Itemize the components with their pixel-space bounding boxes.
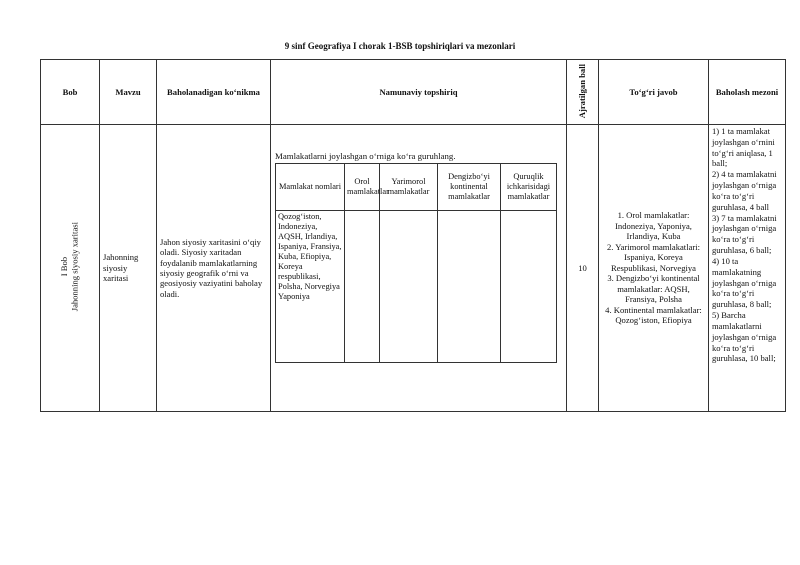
header-ball: Ajratilgan ball <box>576 63 587 119</box>
criterion-item: 4) 10 ta mamlakatning joylashgan o‘rniga ko‘ra to‘g‘ri guruhlasa, 8 ball; <box>712 255 777 310</box>
mavzu-cell: Jahonning siyosiy xaritasi <box>100 125 157 412</box>
grouping-header-row <box>276 163 557 210</box>
assessment-table <box>40 59 786 412</box>
answer-cell-yarimorol[interactable] <box>380 210 438 362</box>
criterion-item: 2) 4 ta mamlakatni joylashgan o‘rniga ko‘ra to‘g‘ri guruhlasa, 4 ball <box>712 169 777 212</box>
document-title: 9 sinf Geografiya I chorak 1-BSB topshiriqlari va mezonlari <box>284 41 516 51</box>
task-cell <box>271 125 567 412</box>
table-row <box>41 125 786 412</box>
grouping-col-names: Mamlakat nomlari <box>276 163 345 210</box>
header-mezon: Baholash mezoni <box>709 60 786 125</box>
grouping-body-row <box>276 210 557 362</box>
header-javob: To‘g‘ri javob <box>599 60 709 125</box>
header-topshiriq: Namunaviy topshiriq <box>271 60 567 125</box>
task-instruction: Mamlakatlarni joylashgan o‘rniga ko‘ra guruhlang. <box>275 151 456 161</box>
bob-name: Jahonning siyosiy xaritasi <box>70 222 80 312</box>
header-bob: Bob <box>41 60 100 125</box>
answer-line: 3. Dengizbo‘yi kontinental mamlakatlar: AQSH, Fransiya, Polsha <box>607 273 700 305</box>
header-konikma: Baholanadigan ko‘nikma <box>157 60 271 125</box>
ball-cell: 10 <box>567 125 599 412</box>
criterion-item: 5) Barcha mamlakatlarni joylashgan o‘rniga ko‘ra to‘g‘ri guruhlasa, 10 ball; <box>712 310 777 364</box>
bob-cell <box>41 125 100 412</box>
grouping-col-orol: Orol mamlakatlar <box>345 163 380 210</box>
javob-cell <box>599 125 709 412</box>
answer-line: 4. Kontinental mamlakatlar: Qozog‘iston, Efiopiya <box>605 304 702 326</box>
grouping-table <box>275 163 557 363</box>
answer-cell-orol[interactable] <box>345 210 380 362</box>
answer-line: 2. Yarimorol mamlakatlari: Ispaniya, Koreya Respublikasi, Norvegiya <box>606 241 701 273</box>
grouping-col-dengizboyi: Dengizbo‘yi kontinental mamlakatlar <box>438 163 501 210</box>
bob-label <box>59 222 80 311</box>
criterion-item: 1) 1 ta mamlakat joylashgan o‘rnini to‘g‘ri aniqlasa, 1 ball; <box>712 126 775 169</box>
header-mavzu: Mavzu <box>100 60 157 125</box>
grouping-col-yarimorol: Yarimorol mamlakatlar <box>380 163 438 210</box>
answer-cell-dengizboyi[interactable] <box>438 210 501 362</box>
answer-line: 1. Orol mamlakatlar: Indoneziya, Yaponiya, Irlandiya, Kuba <box>615 210 692 242</box>
bob-number: I Bob <box>59 257 70 277</box>
header-row <box>41 60 786 125</box>
header-ball-cell <box>567 60 599 125</box>
mezon-cell <box>709 125 786 412</box>
konikma-cell: Jahon siyosiy xaritasini o‘qiy oladi. Siyosiy xaritadan foydalanib mamlakatlarning siyosiy geografik o‘rni va geosiyosiy vaziyatini baholay oladi. <box>157 125 271 412</box>
answer-cell-quruqlik[interactable] <box>501 210 557 362</box>
grouping-col-quruqlik: Quruqlik ichkarisidagi mamlakatlar <box>501 163 557 210</box>
country-list: Qozog‘iston, Indoneziya, AQSH, Irlandiya, Ispaniya, Fransiya, Kuba, Efiopiya, Koreya respublikasi, Polsha, Norvegiya Yaponiya <box>276 210 345 362</box>
criterion-item: 3) 7 ta mamlakatni joylashgan o‘rniga ko‘ra to‘g‘ri guruhlasa, 6 ball; <box>712 212 777 256</box>
